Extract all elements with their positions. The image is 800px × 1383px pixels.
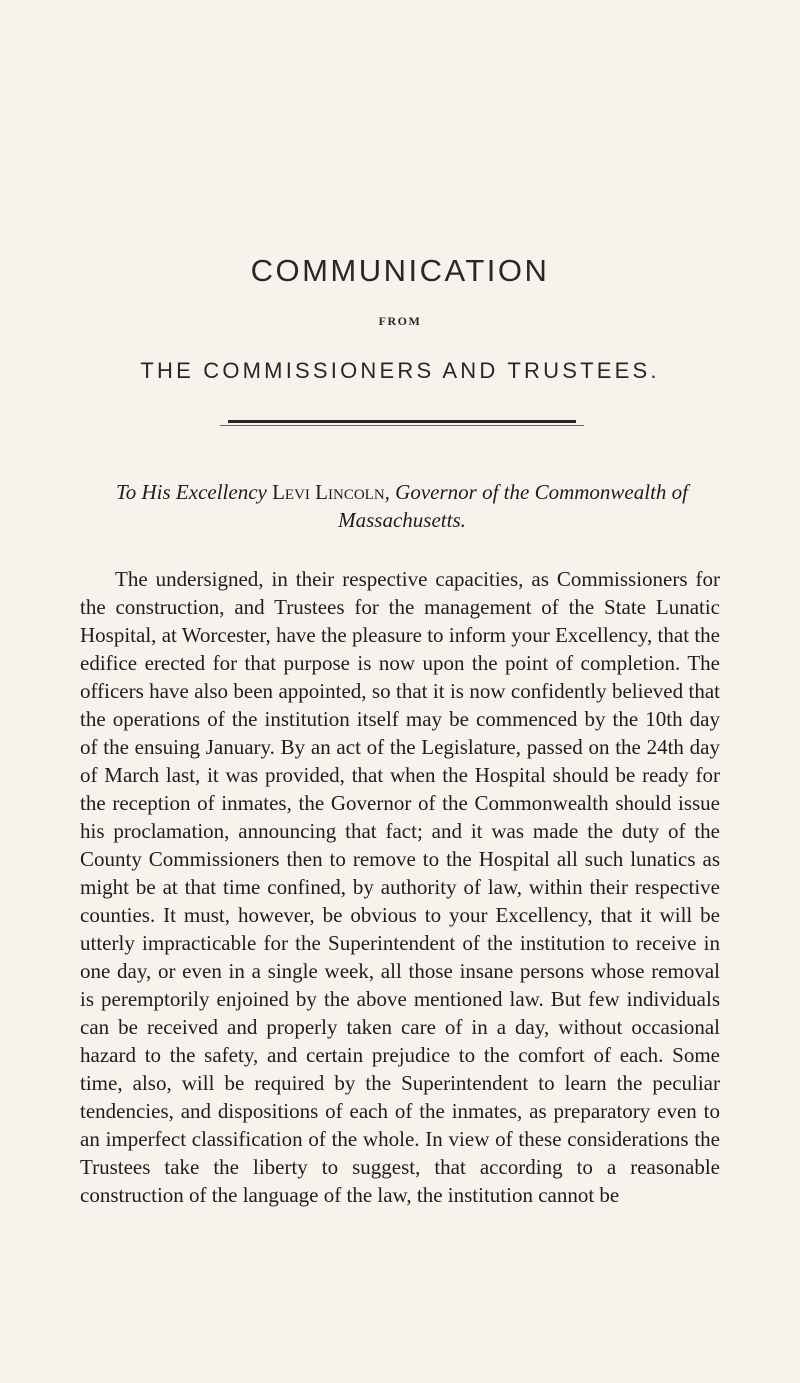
divider-thin xyxy=(220,425,584,426)
document-title: COMMUNICATION xyxy=(250,253,550,288)
from-label: FROM xyxy=(378,314,422,328)
addressee-name: Levi Lincoln xyxy=(272,480,385,504)
address-prefix: To His Excellency xyxy=(116,480,273,504)
address-separator: , xyxy=(384,480,396,504)
body-paragraph: The undersigned, in their respective capacities, as Commissioners for the construction, and Trustees for the management of the State Lunatic Hospital, at Worcester, have the pleasure to inform your Excellency, that the edifice erected for that purpose is now upon the point of completion. The officers have also been appointed, so that it is now confidently believed that the operations of the institution itself may be commenced by the 10th day of the ensuing January. By an act of the Legislature, passed on the 24th day of March last, it was provided, that when the Hospital should be ready for the reception of inmates, the Governor of the Commonwealth should issue his proclamation, announcing that fact; and it was made the duty of the County Commissioners then to remove to the Hospital all such lunatics as might be at that time confined, by authority of law, within their respective counties. It must, however, be obvious to your Excellency, that it will be utterly impracticable for the Superintendent of the institution to receive in one day, or even in a single week, all those insane persons whose removal is peremptorily enjoined by the above mentioned law. But few individuals can be received and properly taken care of in a day, without occasional hazard to the safety, and certain prejudice to the comfort of each. Some time, also, will be required by the Superintendent to learn the peculiar tendencies, and dispositions of each of the inmates, as preparatory even to an imperfect classification of the whole. In view of these considerations the Trustees take the liberty to suggest, that according to a reasonable construction of the language of the law, the institution cannot be xyxy=(80,567,720,1207)
document-subtitle: THE COMMISSIONERS AND TRUSTEES. xyxy=(140,358,660,383)
addressee-role: Governor of the Commonwealth of Massachusetts. xyxy=(338,480,688,532)
address-line xyxy=(82,478,722,534)
divider-thick xyxy=(228,420,576,423)
